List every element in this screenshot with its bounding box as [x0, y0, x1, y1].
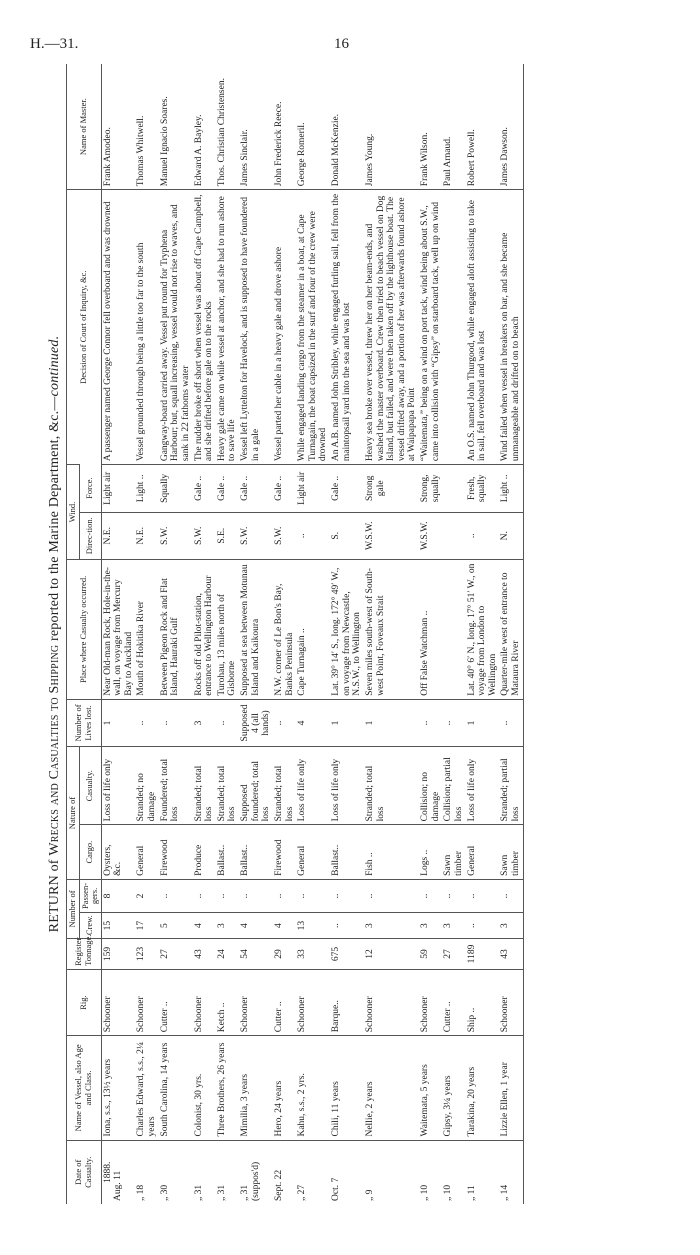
cell-date	[296, 1140, 330, 1204]
date-day: 7	[331, 1177, 342, 1183]
cell-date	[442, 1140, 465, 1204]
cell-crew: 17	[135, 913, 158, 939]
cell-direction: S.W.	[273, 512, 296, 559]
col-force: Force.	[79, 465, 101, 512]
cell-cargo: Ballast..	[330, 825, 364, 880]
cell-master: George Romeril.	[297, 122, 308, 187]
cell-master: Thomas Whitwell.	[136, 115, 147, 187]
cell-crew: 3	[216, 913, 239, 939]
cell-place: Near Old-man Rock, Hole-in-the-wall, on voyage from Mercury Bay to Auckland	[101, 559, 135, 699]
cell-crew: 3	[364, 913, 419, 939]
cell-crew: ..	[330, 913, 364, 939]
table-row	[273, 64, 296, 1204]
cell-cargo: Oysters, &c.	[101, 825, 135, 880]
cell-direction: N.E.	[135, 512, 158, 559]
cell-vessel: Kahu, s.s., 2 yrs.	[296, 1036, 330, 1140]
cell-lives: ..	[216, 699, 239, 746]
cell-casualty: Loss of life only	[466, 747, 500, 825]
cell-passengers: ..	[466, 879, 500, 912]
cell-lives: ..	[135, 699, 158, 746]
cell-decision: While engaged landing cargo from the steamer in a boat, at Cape Turnagain, the boat capsized in the surf and four of the crew were drowned	[296, 190, 330, 465]
cell-place: Mouth of Hokitika River	[135, 559, 158, 699]
title-prefix: RETURN of	[47, 859, 62, 933]
cell-cargo: General	[296, 825, 330, 880]
cell-direction: ..	[466, 512, 500, 559]
cell-tonnage: 159	[101, 939, 135, 970]
cell-decision: “Waitemata,” being on a wind on port tack, wind being about S.W., came into collision with “Gipsy” on starboard tack, well up on wind	[419, 190, 442, 465]
cell-tonnage: 59	[419, 939, 442, 970]
cell-vessel: Chili, 11 years	[330, 1036, 364, 1140]
cell-rig: Cutter ..	[442, 969, 465, 1035]
cell-master: Paul Arnaud.	[443, 136, 454, 187]
cell-vessel: Mimilia, 3 years	[239, 1036, 273, 1140]
cell-vessel: South Carolina, 14 years	[159, 1036, 193, 1140]
date-day: 31	[193, 1184, 204, 1195]
date-month: „	[136, 1196, 147, 1201]
cell-crew: 3	[442, 913, 465, 939]
cell-lives: 1	[364, 699, 419, 746]
cell-cargo: General	[466, 825, 500, 880]
cell-passengers: ..	[442, 879, 465, 912]
cell-casualty: Collision; partial loss	[442, 747, 465, 825]
cell-crew: 5	[159, 913, 193, 939]
cell-casualty: Stranded; partial loss	[499, 747, 523, 825]
cell-direction: N.E.	[101, 512, 135, 559]
col-lives: Number of Lives lost.	[67, 699, 102, 746]
document-title	[44, 64, 66, 1204]
cell-passengers: ..	[364, 879, 419, 912]
cell-date	[419, 1140, 442, 1204]
date-day: 31 (suppos'd)	[240, 1161, 261, 1201]
cell-rig: Schooner	[419, 969, 442, 1035]
date-month: „	[240, 1196, 251, 1201]
cell-tonnage: 29	[273, 939, 296, 970]
cell-crew: ..	[466, 913, 500, 939]
date-day: 14	[500, 1184, 511, 1195]
cell-crew: 15	[101, 913, 135, 939]
cell-master: Manuel Ignacio Soares.	[159, 96, 170, 187]
cell-master: Robert Powell.	[466, 129, 477, 187]
date-month: „	[500, 1196, 511, 1201]
cell-date	[159, 1140, 193, 1204]
cell-tonnage: 33	[296, 939, 330, 970]
table-row	[159, 64, 193, 1204]
cell-lives: 1	[330, 699, 364, 746]
cell-rig: Schooner	[193, 969, 216, 1035]
cell-rig: Schooner	[101, 969, 135, 1035]
cell-master: James Young.	[364, 133, 375, 187]
cell-vessel: Iona, s.s., 13½ years	[101, 1036, 135, 1140]
col-rig: Rig.	[67, 969, 102, 1035]
cell-casualty: Stranded; total loss	[364, 747, 419, 825]
table-row	[442, 64, 465, 1204]
cell-date	[330, 1140, 364, 1204]
cell-vessel: Hero, 24 years	[273, 1036, 296, 1140]
date-day: 30	[159, 1184, 170, 1195]
col-vessel: Name of Vessel, also Age and Class.	[67, 1036, 102, 1140]
cell-master: James Sinclair.	[240, 129, 251, 187]
date-day: 18	[136, 1184, 147, 1195]
cell-lives: 1	[466, 699, 500, 746]
cell-place: Between Pigeon Rock and Flat Island, Hauraki Gulf	[159, 559, 193, 699]
cell-lives: ..	[419, 699, 442, 746]
cell-date	[216, 1140, 239, 1204]
cell-direction: S.W.	[159, 512, 193, 559]
table-row	[296, 64, 330, 1204]
col-decision: Decision of Court of Inquiry, &c.	[67, 190, 102, 465]
cell-rig: Barque..	[330, 969, 364, 1035]
table-row	[101, 64, 135, 1204]
cell-casualty: Stranded; total loss	[193, 747, 216, 825]
col-passengers: Passen-gers.	[79, 879, 101, 912]
cell-decision: Wind failed when vessel in breakers on bar, and she became unmanageable and drifted on to beach	[499, 190, 523, 465]
cell-cargo: Ballast..	[239, 825, 273, 880]
date-month: „	[297, 1196, 308, 1201]
date-day: 11	[113, 1170, 124, 1180]
cell-place: Lat. 40° 6′ N., long. 17° 51′ W., on voyage from London to Wellington	[466, 559, 500, 699]
cell-casualty: Loss of life only	[296, 747, 330, 825]
cell-casualty: Loss of life only	[330, 747, 364, 825]
date-day: 22	[273, 1169, 284, 1180]
cell-decision: Heavy gale came on while vessel at anchor, and she had to run ashore to save life	[216, 190, 239, 465]
cell-vessel: Waitemata, 5 years	[419, 1036, 442, 1140]
table-row	[239, 64, 273, 1204]
cell-direction: W.S.W.	[419, 512, 442, 559]
cell-decision	[442, 190, 465, 465]
cell-rig: Schooner	[499, 969, 523, 1035]
col-cargo: Cargo.	[79, 825, 101, 880]
date-day: 10	[443, 1184, 454, 1195]
cell-force: Strong, squally	[419, 465, 442, 512]
col-number-of: Number of	[67, 879, 80, 938]
cell-direction: N.	[499, 512, 523, 559]
cell-cargo: Sawn timber	[442, 825, 465, 880]
cell-cargo: Ballast..	[216, 825, 239, 880]
date-day: 9	[364, 1189, 375, 1195]
title-smallcaps: Wrecks and Casualties to Shipping	[47, 644, 62, 856]
cell-force: Strong gale	[364, 465, 419, 512]
cell-lives: ..	[159, 699, 193, 746]
cell-force: Squally	[159, 465, 193, 512]
cell-date	[364, 1140, 419, 1204]
cell-direction: S.W.	[193, 512, 216, 559]
cell-crew: 13	[296, 913, 330, 939]
cell-place: Lat. 39° 14′ S., long. 172° 49′ W., on voyage from Newcastle, N.S.W., to Wellington	[330, 559, 364, 699]
cell-vessel: Gipsy, 3¼ years	[442, 1036, 465, 1140]
cell-cargo: General	[135, 825, 158, 880]
date-month: „	[216, 1196, 227, 1201]
table-row	[419, 64, 442, 1204]
table-row	[364, 64, 419, 1204]
cell-force: Light ..	[135, 465, 158, 512]
cell-vessel: Charles Edward, s.s., 2¼ years	[135, 1036, 158, 1140]
cell-rig: Cutter ..	[273, 969, 296, 1035]
cell-crew: 4	[273, 913, 296, 939]
cell-crew: 3	[419, 913, 442, 939]
cell-vessel: Nellie, 2 years	[364, 1036, 419, 1140]
cell-casualty: Stranded; total loss	[273, 747, 296, 825]
cell-decision: The rudder broke off short when vessel was about off Cape Campbell, and she drifted before gale on to the rocks	[193, 190, 216, 465]
date-month: „	[443, 1196, 454, 1201]
cell-rig: Schooner	[296, 969, 330, 1035]
cell-tonnage: 12	[364, 939, 419, 970]
col-place: Place where Casualty occurred.	[67, 559, 102, 699]
cell-place: Quarter-mile west of entrance to Mataura River	[499, 559, 523, 699]
cell-rig: Schooner	[364, 969, 419, 1035]
cell-lives: ..	[499, 699, 523, 746]
cell-passengers: ..	[216, 879, 239, 912]
cell-force: Gale ..	[330, 465, 364, 512]
cell-tonnage: 27	[159, 939, 193, 970]
cell-passengers: ..	[296, 879, 330, 912]
cell-passengers: 2	[135, 879, 158, 912]
cell-lives: ..	[442, 699, 465, 746]
cell-force: Gale ..	[273, 465, 296, 512]
cell-crew: 4	[239, 913, 273, 939]
cell-direction: S.E.	[216, 512, 239, 559]
table-row	[466, 64, 500, 1204]
document-id: H.—31.	[30, 36, 79, 52]
cell-decision: A passenger named George Connor fell overboard and was drowned	[101, 190, 135, 465]
cell-force: Fresh, squally	[466, 465, 500, 512]
cell-rig: Cutter ..	[159, 969, 193, 1035]
cell-rig: Schooner	[239, 969, 273, 1035]
cell-decision: An A.B. named John Stribley, while engaged furling sail, fell from the maintopsail yard into the sea and was lost	[330, 190, 364, 465]
cell-decision: Heavy sea broke over vessel, threw her on her beam-ends, and washed the master overboard. Crew then tried to beach vessel on Dog Island, but failed, and were then taken off by the lighthouse boat. The vessel drifted away, and a portion of her was afterwards found ashore at Waipapapa Point	[364, 190, 419, 465]
date-month: „	[466, 1196, 477, 1201]
cell-casualty: Supposed foundered; total loss	[239, 747, 273, 825]
table-row	[330, 64, 364, 1204]
cell-date	[135, 1140, 158, 1204]
cell-force: Light ..	[499, 465, 523, 512]
cell-tonnage: 24	[216, 939, 239, 970]
cell-date	[101, 1140, 135, 1204]
col-date: Date of Casualty.	[67, 1140, 102, 1204]
title-continued: continued.	[47, 335, 62, 397]
col-master: Name of Master.	[67, 64, 102, 190]
cell-tonnage: 43	[499, 939, 523, 970]
cell-force: Gale ..	[193, 465, 216, 512]
cell-tonnage: 123	[135, 939, 158, 970]
cell-vessel: Colonist, 30 yrs.	[193, 1036, 216, 1140]
cell-place: Off False Watchman ..	[419, 559, 442, 699]
title-suffix: reported to the Marine Department, &c.—	[47, 396, 62, 641]
cell-cargo: Logs ..	[419, 825, 442, 880]
cell-lives: 1	[101, 699, 135, 746]
cell-date	[193, 1140, 216, 1204]
rotated-page-content	[44, 64, 674, 1204]
table-row	[135, 64, 158, 1204]
cell-casualty: Collision; no damage	[419, 747, 442, 825]
cell-force: Gale ..	[216, 465, 239, 512]
cell-decision: Vessel parted her cable in a heavy gale and drove ashore	[273, 190, 296, 465]
cell-master: Frank Wilson.	[420, 132, 431, 187]
cell-master: Edward A. Bayley.	[193, 114, 204, 187]
cell-vessel: Tarakina, 20 years	[466, 1036, 500, 1140]
cell-force	[442, 465, 465, 512]
year-label: 1888.	[102, 1161, 113, 1183]
col-crew: Crew.	[79, 913, 101, 939]
cell-casualty: Loss of life only	[101, 747, 135, 825]
date-day: 31	[216, 1184, 227, 1195]
col-nature-of: Nature of	[67, 747, 80, 880]
cell-place: Rocks off old Pilot-station, entrance to Wellington Harbour	[193, 559, 216, 699]
date-month: Aug.	[113, 1182, 124, 1201]
cell-rig: Schooner	[135, 969, 158, 1035]
date-month: „	[193, 1196, 204, 1201]
table-body	[101, 64, 523, 1204]
cell-tonnage: 54	[239, 939, 273, 970]
cell-force: Light air	[101, 465, 135, 512]
cell-decision: Gangway-board carried away. Vessel put round for Tryphena Harbour; but, squall increasing, vessel would not rise to waves, and sank in 22 fathoms water	[159, 190, 193, 465]
cell-passengers: ..	[159, 879, 193, 912]
cell-lives: 3	[193, 699, 216, 746]
table-row	[216, 64, 239, 1204]
cell-place: Supposed at sea between Motunau Island and Kaikoura	[239, 559, 273, 699]
cell-direction: S.	[330, 512, 364, 559]
cell-passengers: ..	[499, 879, 523, 912]
cell-decision: An O.S. named John Thurgood, while engaged aloft assisting to take in sail, fell overboard and was lost	[466, 190, 500, 465]
cell-passengers: ..	[239, 879, 273, 912]
cell-place: Seven miles south-west of South-west Point, Foveaux Strait	[364, 559, 419, 699]
table-row	[193, 64, 216, 1204]
date-month: Sept.	[273, 1181, 284, 1201]
date-month: „	[364, 1196, 375, 1201]
cell-vessel: Lizzie Ellen, 1 year	[499, 1036, 523, 1140]
cell-lives: Supposed 4 (all hands)	[239, 699, 273, 746]
cell-decision: Vessel left Lyttelton for Havelock, and is supposed to have foundered in a gale	[239, 190, 273, 465]
cell-place	[442, 559, 465, 699]
cell-decision: Vessel grounded through being a little too far to the south	[135, 190, 158, 465]
cell-place: Cape Turnagain ..	[296, 559, 330, 699]
cell-place: N.W. corner of Le Bon's Bay, Banks Peninsula	[273, 559, 296, 699]
cell-cargo: Produce	[193, 825, 216, 880]
cell-passengers: ..	[193, 879, 216, 912]
cell-direction: S.W.	[239, 512, 273, 559]
cell-direction: ..	[296, 512, 330, 559]
cell-date	[499, 1140, 523, 1204]
cell-place: Turohau, 13 miles north of Gisborne	[216, 559, 239, 699]
cell-date	[466, 1140, 500, 1204]
date-day: 11	[466, 1185, 477, 1195]
cell-cargo: Fish ..	[364, 825, 419, 880]
date-month: „	[159, 1196, 170, 1201]
cell-lives: ..	[273, 699, 296, 746]
cell-passengers: 8	[101, 879, 135, 912]
col-direction: Direc-tion.	[79, 512, 101, 559]
col-tonnage: Register Tonnage.	[67, 939, 102, 970]
date-day: 10	[420, 1184, 431, 1195]
cell-tonnage: 1189	[466, 939, 500, 970]
cell-vessel: Three Brothers, 26 years	[216, 1036, 239, 1140]
cell-passengers: ..	[273, 879, 296, 912]
cell-force: Light air	[296, 465, 330, 512]
cell-lives: 4	[296, 699, 330, 746]
cell-crew: 3	[499, 913, 523, 939]
cell-casualty: Stranded; no damage	[135, 747, 158, 825]
cell-date	[273, 1140, 296, 1204]
cell-master: Thos. Christian Christensen.	[216, 78, 227, 187]
cell-cargo: Firewood	[159, 825, 193, 880]
cell-date	[239, 1140, 273, 1204]
cell-cargo: Sawn timber	[499, 825, 523, 880]
cell-casualty: Foundered; total loss	[159, 747, 193, 825]
casualty-table	[66, 64, 524, 1204]
page-number: 16	[334, 36, 349, 52]
date-month: Oct.	[331, 1184, 342, 1201]
cell-passengers: ..	[330, 879, 364, 912]
cell-master: James Dawson.	[499, 64, 523, 190]
col-casualty: Casualty.	[79, 747, 101, 825]
cell-direction	[442, 512, 465, 559]
cell-rig: Ship ..	[466, 969, 500, 1035]
cell-direction: W.S.W.	[364, 512, 419, 559]
cell-cargo: Firewood	[273, 825, 296, 880]
date-month: „	[420, 1196, 431, 1201]
cell-tonnage: 43	[193, 939, 216, 970]
cell-rig: Ketch ..	[216, 969, 239, 1035]
date-day: 27	[297, 1184, 308, 1195]
cell-tonnage: 675	[330, 939, 364, 970]
cell-passengers: ..	[419, 879, 442, 912]
cell-tonnage: 27	[442, 939, 465, 970]
cell-force: Gale ..	[239, 465, 273, 512]
cell-master: John Frederick Reece.	[273, 101, 284, 187]
cell-casualty: Stranded; total loss	[216, 747, 239, 825]
cell-master: Donald McKenzie.	[331, 113, 342, 187]
col-wind: Wind.	[67, 465, 80, 560]
cell-master: Frank Amodeo.	[102, 127, 113, 187]
cell-crew: 4	[193, 913, 216, 939]
table-row	[499, 64, 523, 1204]
